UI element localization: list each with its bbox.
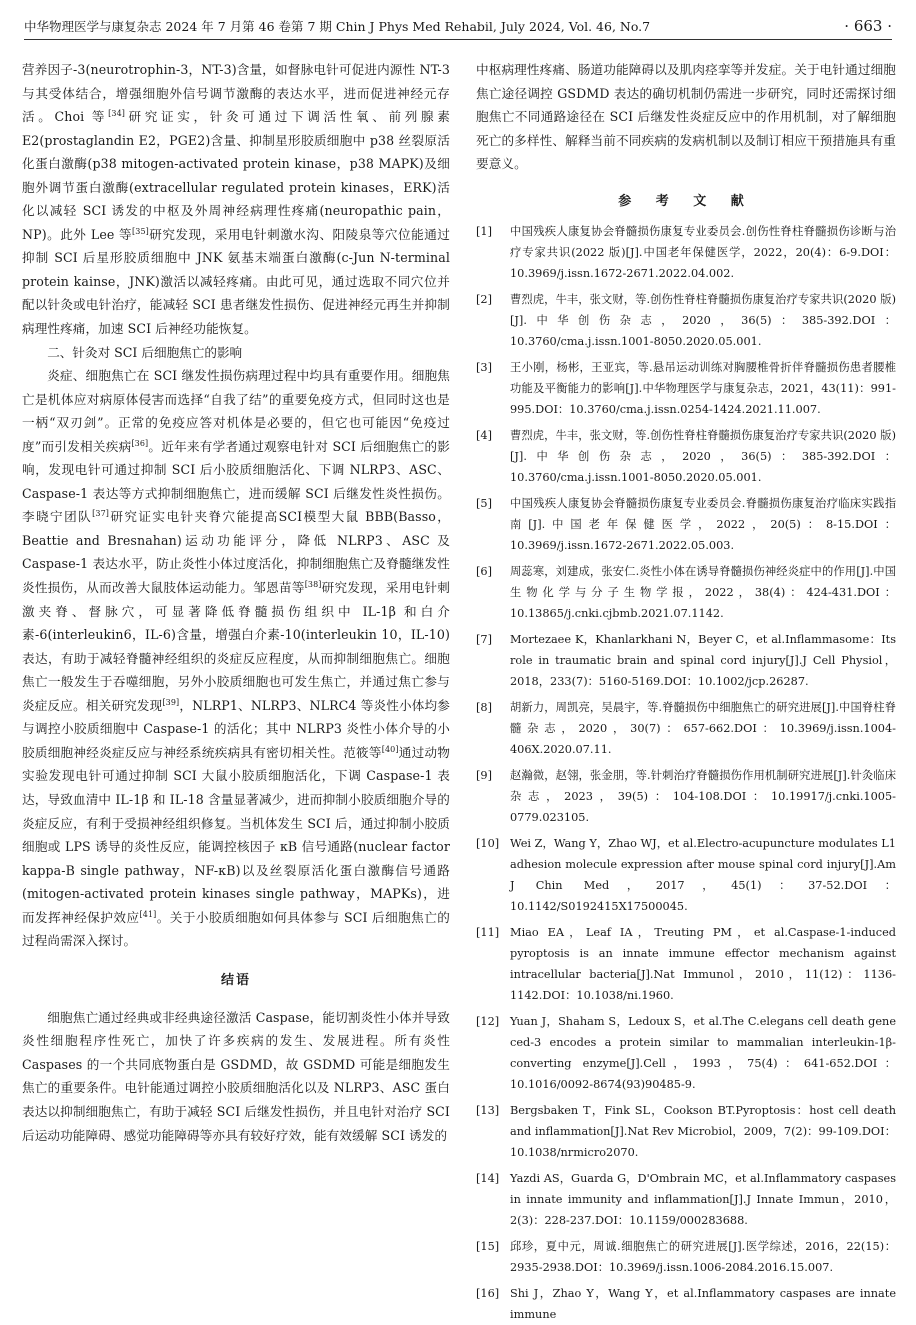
reference-text: Yuan J，Shaham S，Ledoux S，et al.The C.elegans cell death gene ced-3 encodes a protein similar to mammalian interleukin-1β-converting enzyme[J].Cell，1993，75(4)：641-652.DOI：10.1016/0092-8674(93)90485-9. <box>510 1014 896 1091</box>
conclusion-heading: 结语 <box>220 972 251 988</box>
left-column <box>22 58 450 1268</box>
reference-number: [13] <box>476 1103 500 1117</box>
reference-number: [4] <box>476 428 493 442</box>
reference-text: 曹烈虎，牛丰，张文财，等.创伤性脊柱脊髓损伤康复治疗专家共识(2020 版)[J].中华创伤杂志，2020，36(5)：385-392.DOI：10.3760/cma.j.issn.1001-8050.2020.05.001. <box>510 292 896 348</box>
page-number: · 663 · <box>844 17 892 35</box>
reference-number: [14] <box>476 1171 500 1185</box>
reference-text: 周蕊寒，刘建成，张安仁.炎性小体在诱导脊髓损伤神经炎症中的作用[J].中国生物化学与分子生物学报，2022，38(4)：424-431.DOI：10.13865/j.cnki.cjbmb.2021.07.1142. <box>510 564 896 620</box>
reference-text: Mortezaee K，Khanlarkhani N，Beyer C，et al.Inflammasome：Its role in traumatic brain and spinal cord injury[J].J Cell Physiol，2018，233(7)：5160-5169.DOI：10.1002/jcp.26287. <box>510 632 896 688</box>
body-paragraph: 营养因子-3(neurotrophin-3，NT-3)含量，如督脉电针可促进内源性 NT-3 与其受体结合，增强细胞外信号调节激酶的表达水平，进而促进神经元存活。Choi 等[34]研究证实，针灸可通过下调活性氧、前列腺素 E2(prostaglandin E2，PGE2)含量、抑制星形胶质细胞中 p38 丝裂原活化蛋白激酶(p38 mitogen-activated protein kinase，p38 MAPK)及细胞外调节蛋白激酶(extracellular regulated protein kinases，ERK)活化以减轻 SCI 诱发的中枢及外周神经病理性疼痛(neuropathic pain，NP)。此外 Lee 等[35]研究发现，采用电针刺激水沟、阳陵泉等穴位能通过抑制 SCI 后星形胶质细胞中 JNK 氨基末端蛋白激酶(c-Jun N-terminal protein kainse，JNK)激活以减轻疼痛。由此可见，通过选取不同穴位并配以针灸或电针治疗，能减轻 SCI 患者继发性损伤、促进神经元再生并抑制病理性疼痛，加速 SCI 后神经功能恢复。 <box>22 62 450 337</box>
reference-list <box>476 221 896 1325</box>
reference-text: 王小刚，杨彬，王亚宾，等.悬吊运动训练对胸腰椎骨折伴脊髓损伤患者腰椎功能及平衡能力的影响[J].中华物理医学与康复杂志，2021，43(11)：991-995.DOI：10.3760/cma.j.issn.0254-1424.2021.11.007. <box>510 360 896 416</box>
reference-text: Miao EA，Leaf IA，Treuting PM，et al.Caspase-1-induced pyroptosis is an innate immune effector mechanism against intracellular bacteria[J].Nat Immunol，2010，11(12)：1136-1142.DOI：10.1038/ni.1960. <box>510 925 896 1002</box>
reference-item <box>476 1168 896 1231</box>
right-column <box>476 58 896 1321</box>
reference-item <box>476 1236 896 1278</box>
page-header <box>24 14 892 40</box>
reference-item <box>476 289 896 352</box>
reference-item <box>476 1011 896 1095</box>
reference-item <box>476 765 896 828</box>
reference-item <box>476 1100 896 1163</box>
reference-number: [7] <box>476 632 493 646</box>
reference-item <box>476 922 896 1006</box>
reference-number: [16] <box>476 1286 500 1300</box>
reference-text: Yazdi AS，Guarda G，D'Ombrain MC，et al.Inflammatory caspases in innate immunity and inflammation[J].J Innate Immun，2010，2(3)：228-237.DOI：10.1159/000283688. <box>510 1171 896 1227</box>
references-heading: 参 考 文 献 <box>618 193 754 209</box>
journal-citation: 中华物理医学与康复杂志 2024 年 7 月第 46 卷第 7 期 Chin J Phys Med Rehabil, July 2024, Vol. 46, No.7 <box>24 19 651 34</box>
reference-number: [2] <box>476 292 493 306</box>
reference-number: [8] <box>476 700 493 714</box>
reference-item <box>476 629 896 692</box>
reference-number: [12] <box>476 1014 500 1028</box>
reference-number: [6] <box>476 564 493 578</box>
reference-item <box>476 493 896 556</box>
reference-number: [15] <box>476 1239 500 1253</box>
reference-number: [11] <box>476 925 500 939</box>
body-paragraph: 细胞焦亡通过经典或非经典途径激活 Caspase，能切割炎性小体并导致炎性细胞程序性死亡，加快了许多疾病的发生、发展进程。所有炎性 Caspases 的一个共同底物蛋白是 GSDMD，故 GSDMD 可能是细胞发生焦亡的重要条件。电针能通过调控小胶质细胞活化以及 NLRP3、ASC 蛋白表达以抑制细胞焦亡，有助于减轻 SCI 后继发性损伤，并且电针对治疗 SCI 后运动功能障碍、感觉功能障碍等亦具有较好疗效，能有效缓解 SCI 诱发的 <box>22 1009 450 1143</box>
reference-number: [9] <box>476 768 493 782</box>
reference-text: Bergsbaken T，Fink SL，Cookson BT.Pyroptosis：host cell death and inflammation[J].Nat Rev Microbiol，2009，7(2)：99-109.DOI：10.1038/nrmicro2070. <box>510 1103 896 1159</box>
reference-text: Wei Z，Wang Y，Zhao WJ，et al.Electro-acupuncture modulates L1 adhesion molecule expression after mouse spinal cord injury[J].Am J Chin Med，2017，45(1)：37-52.DOI：10.1142/S0192415X17500045. <box>510 836 896 913</box>
body-paragraph: 中枢病理性疼痛、肠道功能障碍以及肌肉痉挛等并发症。关于电针通过细胞焦亡途径调控 GSDMD 表达的确切机制仍需进一步研究，同时还需探讨细胞焦亡不同通路途径在 SCI 后继发性炎症反应中的作用机制，对了解细胞死亡的多样性、解释当前不同疾病的发病机制以及制订相应干预措施具有重要意义。 <box>476 62 896 172</box>
reference-text: 赵瀚微，赵翎，张金朋，等.针刺治疗脊髓损伤作用机制研究进展[J].针灸临床杂志，2023，39(5)：104-108.DOI：10.19917/j.cnki.1005-0779.023105. <box>510 768 896 824</box>
reference-number: [5] <box>476 496 493 510</box>
reference-text: 中国残疾人康复协会脊髓损伤康复专业委员会.创伤性脊柱脊髓损伤诊断与治疗专家共识(2022 版)[J].中国老年保健医学，2022，20(4)：6-9.DOI：10.3969/j.issn.1672-2671.2022.04.002. <box>510 224 896 280</box>
reference-number: [10] <box>476 836 500 850</box>
reference-number: [1] <box>476 224 493 238</box>
reference-item <box>476 1283 896 1325</box>
subsection-heading: 二、针灸对 SCI 后细胞焦亡的影响 <box>47 344 243 360</box>
reference-text: 曹烈虎，牛丰，张文财，等.创伤性脊柱脊髓损伤康复治疗专家共识(2020 版)[J].中华创伤杂志，2020，36(5)：385-392.DOI：10.3760/cma.j.issn.1001-8050.2020.05.001. <box>510 428 896 484</box>
reference-text: 胡新力，周凯亮，吴晨宇，等.脊髓损伤中细胞焦亡的研究进展[J].中国脊柱脊髓杂志，2020，30(7)：657-662.DOI：10.3969/j.issn.1004-406X.2020.07.11. <box>510 700 896 756</box>
reference-item <box>476 833 896 917</box>
reference-item <box>476 357 896 420</box>
reference-item <box>476 561 896 624</box>
reference-text: 中国残疾人康复协会脊髓损伤康复专业委员会.脊髓损伤康复治疗临床实践指南[J].中国老年保健医学，2022，20(5)：8-15.DOI：10.3969/j.issn.1672-2671.2022.05.003. <box>510 496 896 552</box>
reference-number: [3] <box>476 360 493 374</box>
reference-text: 邱珍，夏中元，周诚.细胞焦亡的研究进展[J].医学综述，2016，22(15)：2935-2938.DOI：10.3969/j.issn.1006-2084.2016.15.007. <box>510 1239 896 1274</box>
reference-item <box>476 221 896 284</box>
reference-text: Shi J，Zhao Y，Wang Y，et al.Inflammatory caspases are innate immune <box>510 1286 896 1321</box>
reference-item <box>476 697 896 760</box>
reference-item <box>476 425 896 488</box>
body-paragraph: 炎症、细胞焦亡在 SCI 继发性损伤病理过程中均具有重要作用。细胞焦亡是机体应对病原体侵害而选择“自我了结”的重要免疫方式，但同时这也是一柄“双刃剑”。正常的免疫应答对机体是必要的，但它也可能因“免疫过度”而引发相关疾病[36]。近年来有学者通过观察电针对 SCI 后细胞焦亡的影响，发现电针可通过抑制 SCI 后小胶质细胞活化、下调 NLRP3、ASC、Caspase-1 表达等方式抑制细胞焦亡，进而缓解 SCI 后继发性炎性损伤。李晓宁团队[37]研究证实电针夹脊穴能提高SCI模型大鼠 BBB(Basso，Beattie and Bresnahan)运动功能评分，降低 NLRP3、ASC 及 Caspase-1 表达水平，防止炎性小体过度活化，抑制细胞焦亡及脊髓继发性炎性损伤，从而改善大鼠肢体运动能力。邹恩苗等[38]研究发现，采用电针刺激夹脊、督脉穴，可显著降低脊髓损伤组织中 IL-1β 和白介素-6(interleukin6，IL-6)含量，增强白介素-10(interleukin 10，IL-10)表达，有助于减轻脊髓神经组织的炎症反应程度，从而抑制细胞焦亡。细胞焦亡一般发生于吞噬细胞，另外小胶质细胞也可发生焦亡，并通过焦亡参与炎症反应。相关研究发现[39]，NLRP1、NLRP3、NLRC4 等炎性小体均参与调控小胶质细胞中 Caspase-1 的活化；其中 NLRP3 炎性小体介导的小胶质细胞神经炎症反应与神经系统疾病具有密切相关性。范筱等[40]通过动物实验发现电针可通过抑制 SCI 大鼠小胶质细胞活化，下调 Caspase-1 表达，导致血清中 IL-1β 和 IL-18 含量显著减少，进而抑制小胶质细胞介导的炎症反应，有利于受损神经组织修复。当机体发生 SCI 后，通过抑制小胶质细胞或 LPS 诱导的炎性反应，能调控核因子 κB 信号通路(nuclear factor kappa-B single pathway，NF-κB)以及丝裂原活化蛋白激酶信号通路(mitogen-activated protein kinases single pathway，MAPKs)，进而发挥神经保护效应[41]。关于小胶质细胞如何具体参与 SCI 后细胞焦亡的过程尚需深入探讨。 <box>22 368 451 949</box>
